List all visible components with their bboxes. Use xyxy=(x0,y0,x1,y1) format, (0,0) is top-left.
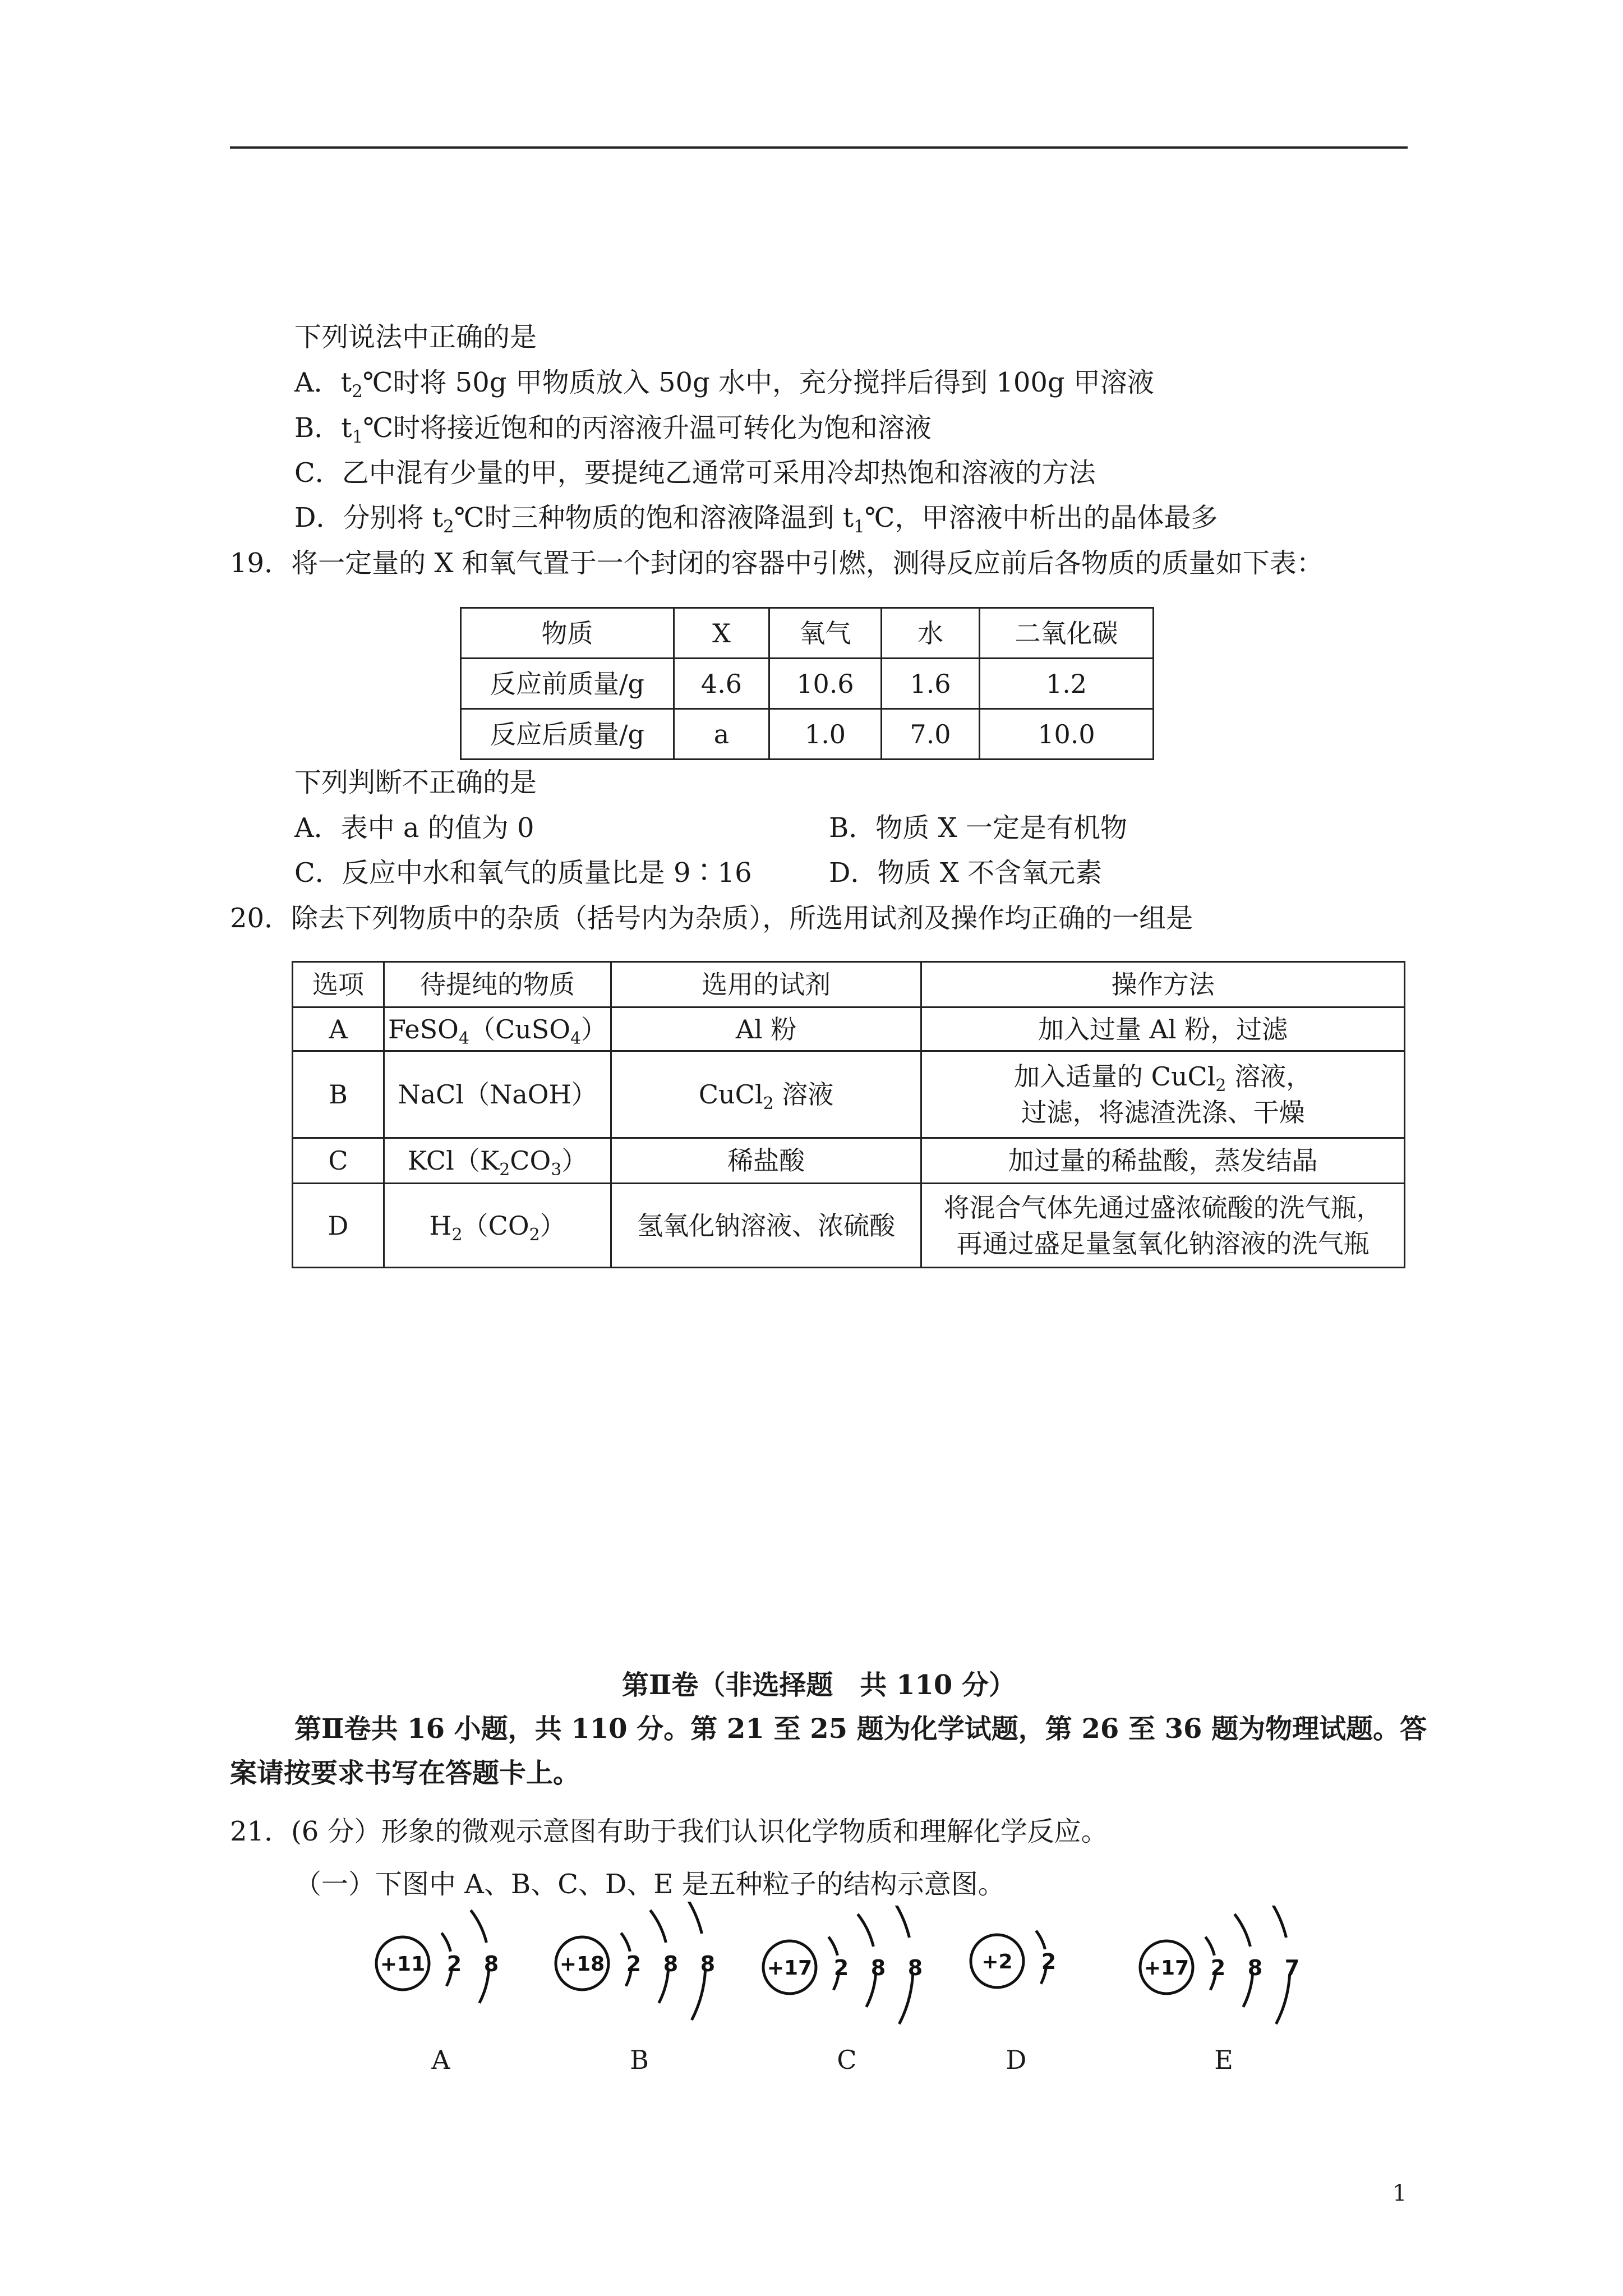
table-cell xyxy=(921,1184,1405,1268)
table-cell: 氧气 xyxy=(769,608,882,659)
table-cell: X xyxy=(674,608,769,659)
table-cell xyxy=(921,1051,1405,1138)
cell-line xyxy=(925,1143,1400,1179)
q18-option-b xyxy=(294,410,932,446)
text-segment: ℃时将 50g 甲物质放入 50g 水中，充分搅拌后得到 100g 甲溶液 xyxy=(362,367,1154,398)
table-cell: 二氧化碳 xyxy=(980,608,1154,659)
particle-diagram-b xyxy=(548,1902,753,2025)
q19-prompt: 下列判断不正确的是 xyxy=(294,767,537,798)
nucleus-charge: +17 xyxy=(767,1957,813,1980)
text-segment: ） xyxy=(540,1210,566,1241)
electron-count: 8 xyxy=(870,1955,886,1980)
text-segment: 溶液， xyxy=(1226,1061,1312,1092)
table-cell xyxy=(921,1138,1405,1184)
cell-line xyxy=(925,1226,1400,1262)
q21-stem: 21．(6 分）形象的微观示意图有助于我们认识化学物质和理解化学反应。 xyxy=(230,1816,1108,1847)
table-cell xyxy=(611,1007,921,1051)
particle-diagram-c xyxy=(756,1906,960,2029)
nucleus-charge: +17 xyxy=(1144,1957,1189,1980)
table-cell: 选项 xyxy=(293,962,384,1007)
table-row xyxy=(461,709,1154,760)
q20-stem: 20．除去下列物质中的杂质（括号内为杂质），所选用试剂及操作均正确的一组是 xyxy=(230,903,1193,934)
subscript: 2 xyxy=(351,381,363,402)
text-segment: 再通过盛足量氢氧化钠溶液的洗气瓶 xyxy=(956,1228,1370,1259)
table-cell: 1.0 xyxy=(769,709,882,760)
table-cell xyxy=(384,1138,611,1184)
table-cell: D xyxy=(293,1184,384,1268)
table-cell xyxy=(611,1051,921,1138)
header-rule xyxy=(230,146,1408,149)
cell-line xyxy=(925,1059,1400,1094)
table-row xyxy=(293,1138,1405,1184)
electron-count: 8 xyxy=(483,1952,499,1976)
table-row xyxy=(293,1051,1405,1138)
text-segment: 加入过量 Al 粉，过滤 xyxy=(1038,1014,1288,1045)
electron-count: 2 xyxy=(626,1952,642,1976)
electron-count: 7 xyxy=(1284,1955,1300,1980)
q18-option-a xyxy=(294,365,1154,401)
page-number: 1 xyxy=(1393,2180,1407,2206)
table-cell xyxy=(384,1051,611,1138)
q19-stem: 19．将一定量的 X 和氧气置于一个封闭的容器中引燃，测得反应前后各物质的质量如下表： xyxy=(230,547,1324,579)
table-cell: a xyxy=(674,709,769,760)
particle-label-e: E xyxy=(1214,2045,1233,2075)
electron-count: 8 xyxy=(1247,1955,1263,1980)
subscript: 2 xyxy=(443,517,454,537)
subscript: 1 xyxy=(854,517,865,537)
q19-option-b: B．物质 X 一定是有机物 xyxy=(829,812,1127,844)
text-segment: ） xyxy=(561,1145,588,1176)
table-cell: 反应后质量/g xyxy=(461,709,674,760)
q19-option-d: D．物质 X 不含氧元素 xyxy=(829,857,1103,889)
text-segment: 将混合气体先通过盛浓硫酸的洗气瓶， xyxy=(943,1192,1382,1223)
table-cell: 4.6 xyxy=(674,659,769,709)
text-segment: NaCl（NaOH） xyxy=(398,1079,597,1110)
table-cell xyxy=(384,1007,611,1051)
electron-count: 8 xyxy=(700,1952,716,1976)
text-segment: 稀盐酸 xyxy=(727,1145,805,1176)
table-row xyxy=(461,659,1154,709)
text-segment: D．分别将 t xyxy=(294,502,444,533)
text-segment: （CuSO xyxy=(469,1014,570,1045)
particle-diagram-d xyxy=(963,1899,1091,2023)
table-cell: 待提纯的物质 xyxy=(384,962,611,1007)
table-cell: C xyxy=(293,1138,384,1184)
particle-diagram-e xyxy=(1133,1906,1337,2029)
text-segment: 加入适量的 CuCl xyxy=(1014,1061,1216,1092)
table-cell: A xyxy=(293,1007,384,1051)
electron-count: 2 xyxy=(1041,1949,1057,1974)
text-segment: （CO xyxy=(462,1210,529,1241)
table-cell: 选用的试剂 xyxy=(611,962,921,1007)
nucleus-charge: +2 xyxy=(981,1950,1013,1973)
table-cell: 水 xyxy=(882,608,980,659)
particle-label-d: D xyxy=(1006,2045,1027,2075)
table-cell: 10.6 xyxy=(769,659,882,709)
text-segment: FeSO xyxy=(388,1014,459,1045)
table-cell: 操作方法 xyxy=(921,962,1405,1007)
subscript: 2 xyxy=(529,1225,540,1245)
text-segment: B．t xyxy=(294,412,352,444)
table-row xyxy=(293,1007,1405,1051)
text-segment: ℃时三种物质的饱和溶液降温到 t xyxy=(454,502,854,533)
text-segment: C．乙中混有少量的甲，要提纯乙通常可采用冷却热饱和溶液的方法 xyxy=(294,457,1096,489)
nucleus-charge: +18 xyxy=(559,1953,605,1976)
q19-table-header xyxy=(461,608,1154,659)
subscript: 2 xyxy=(451,1225,463,1245)
table-cell: 7.0 xyxy=(882,709,980,760)
cell-line xyxy=(925,1094,1400,1130)
table-cell: 10.0 xyxy=(980,709,1154,760)
text-segment: ） xyxy=(581,1014,607,1045)
text-segment: H xyxy=(429,1210,452,1241)
table-row xyxy=(293,1184,1405,1268)
text-segment: KCl（K xyxy=(407,1145,500,1176)
subscript: 4 xyxy=(458,1028,469,1048)
text-segment: Al 粉 xyxy=(735,1014,797,1045)
q19-mass-table xyxy=(460,607,1154,760)
section-title: 第Ⅱ卷（非选择题 共 110 分） xyxy=(621,1669,1016,1701)
table-cell: 1.2 xyxy=(980,659,1154,709)
table-cell: 物质 xyxy=(461,608,674,659)
nucleus-charge: +11 xyxy=(380,1953,426,1976)
electron-count: 2 xyxy=(833,1955,849,1980)
q18-option-c xyxy=(294,455,1096,491)
particle-diagram-a xyxy=(369,1902,535,2025)
table-cell: 1.6 xyxy=(882,659,980,709)
text-segment: CO xyxy=(510,1145,551,1176)
subscript: 2 xyxy=(1215,1076,1227,1096)
q18-option-d xyxy=(294,500,1218,536)
electron-count: 8 xyxy=(663,1952,679,1976)
table-cell xyxy=(611,1184,921,1268)
q20-table-header xyxy=(293,962,1405,1007)
particle-label-b: B xyxy=(630,2045,649,2075)
table-cell: B xyxy=(293,1051,384,1138)
q19-option-c: C．反应中水和氧气的质量比是 9∶16 xyxy=(294,857,752,889)
table-cell xyxy=(921,1007,1405,1051)
text-segment: ℃时将接近饱和的丙溶液升温可转化为饱和溶液 xyxy=(363,412,932,444)
subscript: 4 xyxy=(570,1028,582,1048)
table-cell xyxy=(611,1138,921,1184)
subscript: 3 xyxy=(551,1160,562,1180)
subscript: 2 xyxy=(499,1160,510,1180)
text-segment: 加过量的稀盐酸，蒸发结晶 xyxy=(1008,1145,1318,1176)
text-segment: CuCl xyxy=(698,1079,763,1110)
text-segment: ℃，甲溶液中析出的晶体最多 xyxy=(864,502,1218,533)
cell-line xyxy=(925,1190,1400,1226)
cell-line xyxy=(925,1011,1400,1047)
electron-count: 8 xyxy=(907,1955,923,1980)
table-cell: 反应前质量/g xyxy=(461,659,674,709)
q21-sub1: （一）下图中 A、B、C、D、E 是五种粒子的结构示意图。 xyxy=(294,1869,1005,1900)
text-segment: 氢氧化钠溶液、浓硫酸 xyxy=(637,1210,896,1241)
subscript: 1 xyxy=(352,427,363,447)
electron-count: 2 xyxy=(446,1952,462,1976)
section-desc-line1: 第Ⅱ卷共 16 小题，共 110 分。第 21 至 25 题为化学试题，第 26 至 36 题为物理试题。答 xyxy=(294,1713,1427,1745)
text-segment: 过滤，将滤渣洗涤、干燥 xyxy=(1021,1097,1305,1128)
particle-label-c: C xyxy=(837,2045,857,2075)
section-desc-line2: 案请按要求书写在答题卡上。 xyxy=(230,1757,580,1789)
q19-option-a: A．表中 a 的值为 0 xyxy=(294,812,534,844)
q18-intro: 下列说法中正确的是 xyxy=(294,321,537,353)
table-cell xyxy=(384,1184,611,1268)
electron-count: 2 xyxy=(1210,1955,1226,1980)
text-segment: A．t xyxy=(294,367,352,398)
subscript: 2 xyxy=(763,1094,774,1114)
q20-options-table xyxy=(292,961,1405,1268)
particle-label-a: A xyxy=(431,2045,450,2075)
text-segment: 溶液 xyxy=(773,1079,834,1110)
